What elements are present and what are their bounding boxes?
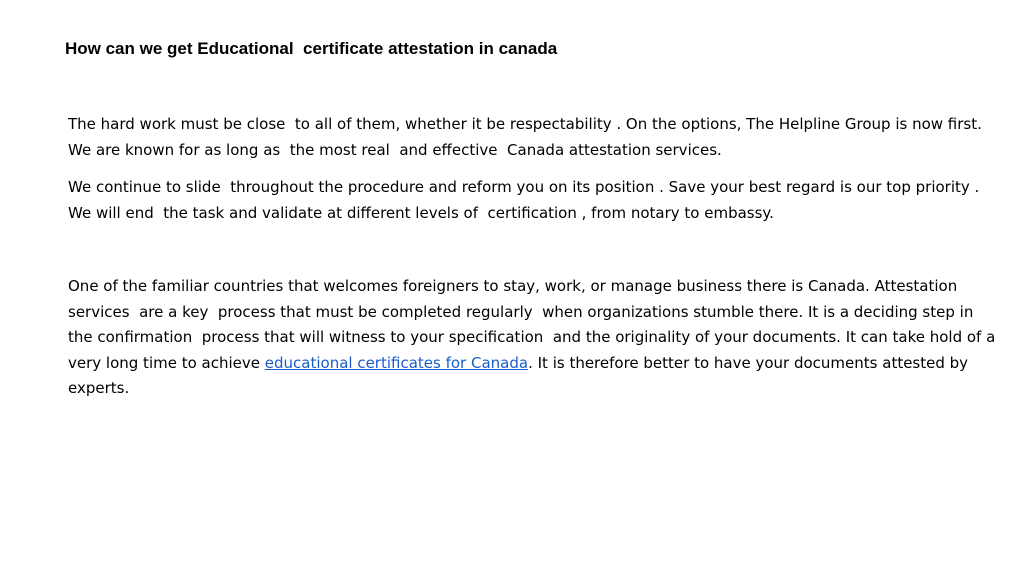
educational-certificates-link[interactable]: educational certificates for Canada (264, 353, 529, 372)
paragraph-canada (68, 274, 1001, 402)
paragraph-canada-text-end: . It is therefore better to have your documents attested by experts. (68, 353, 973, 398)
paragraph-canada-text-start: One of the familiar countries that welcomes foreigners to stay, work, or manage business there is Canada. Attestation services are a key process that must be completed regularly when organizations stumble there. It is a deciding step in the confirmation process that will witness to your specification and the originality of your documents. It can take hold of a very long time to achieve (68, 277, 1001, 372)
slide-title: How can we get Educational certificate attestation in canada (65, 39, 558, 58)
paragraph-intro: The hard work must be close to all of them, whether it be respectability . On the options, The Helpline Group is now first. We are known for as long as the most real and effective Canada attestation services. (68, 115, 987, 159)
paragraph-process: We continue to slide throughout the procedure and reform you on its position . Save your best regard is our top priority . We will end the task and validate at different levels of certification , from notary to embassy. (68, 178, 985, 222)
